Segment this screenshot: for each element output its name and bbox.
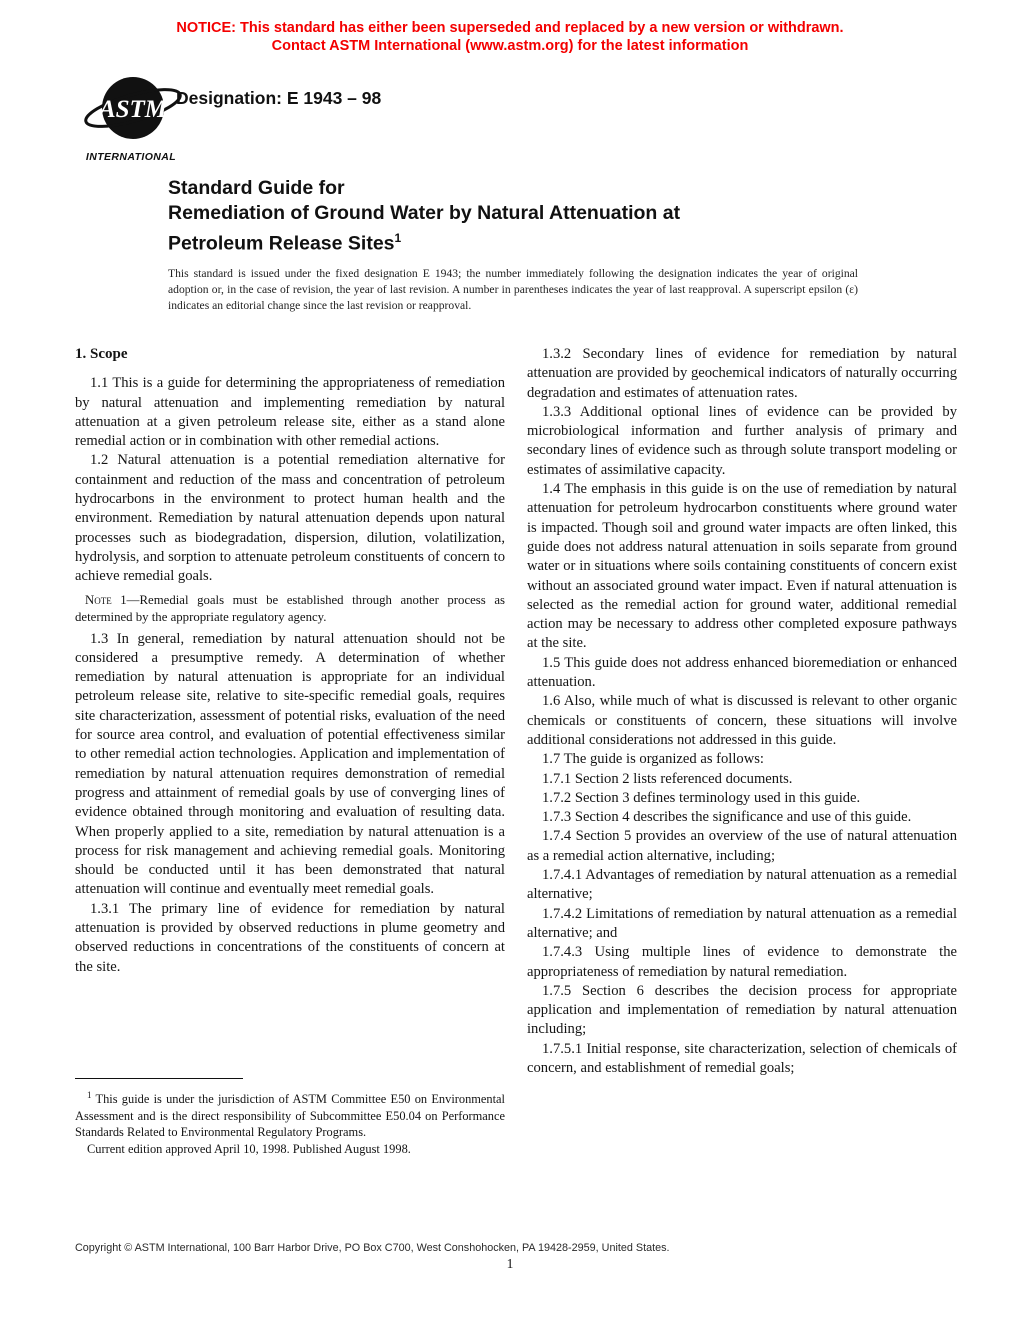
title-line-1: Standard Guide for	[168, 177, 345, 199]
footnote-jurisdiction: $^1$ This guide is under the jurisdiction of ASTM Committee E50 on Environmental Assessment and is the direct responsibility of Subcommittee E50.04 on Performance Standards Related to Environmental Regulatory Programs.	[75, 1090, 505, 1140]
paragraph-1-7-4-1: 1.7.4.1 Advantages of remediation by natural attenuation as a remedial alternative;	[527, 867, 957, 903]
paragraph-1-1: 1.1 This is a guide for determining the appropriateness of remediation by natural attenuation and implementing remediation by natural attenuation at a given petroleum release site, either as a stand alone remedial action or in combination with other remedial actions.	[75, 375, 505, 450]
paragraph-1-3-1: 1.3.1 The primary line of evidence for remediation by natural attenuation is provided by observed reductions in plume geometry and observed reductions in concentrations of the constituents of concern at the site.	[75, 900, 505, 975]
standard-title	[168, 176, 848, 257]
body-column-right	[527, 345, 957, 1078]
title-footnote-marker: 1	[394, 231, 402, 245]
title-line-3: Petroleum Release Sites$^1$	[168, 231, 402, 255]
note-1-text: Remedial goals must be established through another process as determined by the appropriate regulatory agency.	[75, 592, 505, 624]
notice-line-1: NOTICE: This standard has either been superseded and replaced by a new version or withdrawn.	[176, 20, 844, 36]
notice-line-2: Contact ASTM International (www.astm.org) for the latest information	[271, 37, 749, 54]
body-column-left	[75, 345, 505, 977]
paragraph-1-4: 1.4 The emphasis in this guide is on the use of remediation by natural attenuation for petroleum hydrocarbon constituents where ground water is impacted. Though soil and ground water impacts are often linked, this guide does not address natural attenuation in soils separate from ground water or in situations where soils containing constituents of concern exist without an associated ground water impact. Even if natural attenuation is selected as the remedial action for ground water, additional remedial action may be necessary to address other completed exposure pathways at the site.	[527, 481, 957, 652]
paragraph-1-7-3: 1.7.3 Section 4 describes the significance and use of this guide.	[542, 809, 912, 826]
astm-globe-icon	[79, 72, 183, 152]
paragraph-1-7-4-2: 1.7.4.2 Limitations of remediation by natural attenuation as a remedial alternative; and	[527, 905, 957, 941]
paragraph-1-7-1: 1.7.1 Section 2 lists referenced documents.	[542, 770, 793, 787]
paragraph-1-3-3: 1.3.3 Additional optional lines of evidence can be provided by microbiological information and further analysis of primary and secondary lines of evidence such as through solute transport modeling or estimates of assimilative capacity.	[527, 403, 957, 478]
footnote-block	[75, 1078, 505, 1157]
paragraph-1-7-5: 1.7.5 Section 6 describes the decision process for appropriate application and implementation of remediation by natural attenuation including;	[527, 982, 957, 1038]
footnote-divider	[75, 1078, 243, 1079]
title-line-2: Remediation of Ground Water by Natural Attenuation at	[168, 202, 681, 224]
paragraph-1-7-2: 1.7.2 Section 3 defines terminology used in this guide.	[542, 789, 861, 806]
paragraph-1-5: 1.5 This guide does not address enhanced bioremediation or enhanced attenuation.	[527, 654, 957, 691]
astm-logo-text: ASTM	[98, 96, 168, 123]
paragraph-1-6: 1.6 Also, while much of what is discussed is relevant to other organic chemicals or constituents of concern, these situations will involve additional considerations not addressed in this guide.	[527, 693, 957, 748]
page-number: 1	[506, 1256, 514, 1271]
paragraph-1-7-4: 1.7.4 Section 5 provides an overview of the use of natural attenuation as a remedial action alternative, including;	[527, 828, 957, 864]
issue-statement: This standard is issued under the fixed designation E 1943; the number immediately following the designation indicates the year of original adoption or, in the case of revision, the year of last revision. A number in parentheses indicates the year of last reapproval. A superscript epsilon (ε) indicates an editorial change since the last revision or reapproval.	[168, 267, 858, 312]
astm-logo	[76, 72, 186, 163]
note-1	[75, 592, 505, 626]
paragraph-1-3: 1.3 In general, remediation by natural attenuation should not be considered a presumptive remedy. A determination of whether remediation by natural attenuation is appropriate for an individual petroleum release site, relative to site-specific remedial goals, requires site characterization, assessment of potential risks, evaluation of the need for source area control, and evaluation of potential effectiveness similar to other remedial action technologies. Application and implementation of remediation by natural attenuation requires demonstration of remedial progress and attainment of remedial goals by use of converging lines of evidence obtained through monitoring and evaluation of resulting data. When properly applied to a site, remediation by natural attenuation is a process for risk management and achieving remedial goals. Monitoring should be conducted until it has been demonstrated that natural attenuation will continue and eventually meet remedial goals.	[75, 630, 505, 898]
section-heading-scope: 1. Scope	[75, 346, 128, 362]
paragraph-1-2: 1.2 Natural attenuation is a potential remediation alternative for containment and reduction of the mass and concentration of petroleum hydrocarbons in the environment to protect human health and the environment. Remediation by natural attenuation depends upon natural processes such as biodegradation, dispersion, dilution, volatilization, hydrolysis, and sorption to attenuate petroleum constituents of concern to achieve remedial goals.	[75, 452, 505, 585]
note-1-label: Note 1—	[85, 592, 140, 607]
paragraph-1-3-2: 1.3.2 Secondary lines of evidence for remediation by natural attenuation are provided by geochemical indicators of naturally occurring degradation and estimates of attenuation rates.	[527, 346, 957, 401]
footnote-marker: 1	[87, 1090, 92, 1100]
designation-label: Designation: E 1943 – 98	[176, 88, 382, 108]
paragraph-1-7-4-3: 1.7.4.3 Using multiple lines of evidence to demonstrate the appropriateness of remediation by natural remediation.	[527, 944, 957, 980]
paragraph-1-7-5-1: 1.7.5.1 Initial response, site characterization, selection of chemicals of concern, and establishment of remedial goals;	[527, 1040, 957, 1076]
paragraph-1-7: 1.7 The guide is organized as follows:	[542, 751, 764, 768]
copyright-line: Copyright © ASTM International, 100 Barr Harbor Drive, PO Box C700, West Conshohocken, PA 19428-2959, United States.	[75, 1242, 670, 1254]
footnote-edition: Current edition approved April 10, 1998. Published August 1998.	[87, 1141, 411, 1156]
supersession-notice	[0, 20, 1020, 55]
astm-logo-subtitle: INTERNATIONAL	[85, 151, 177, 163]
